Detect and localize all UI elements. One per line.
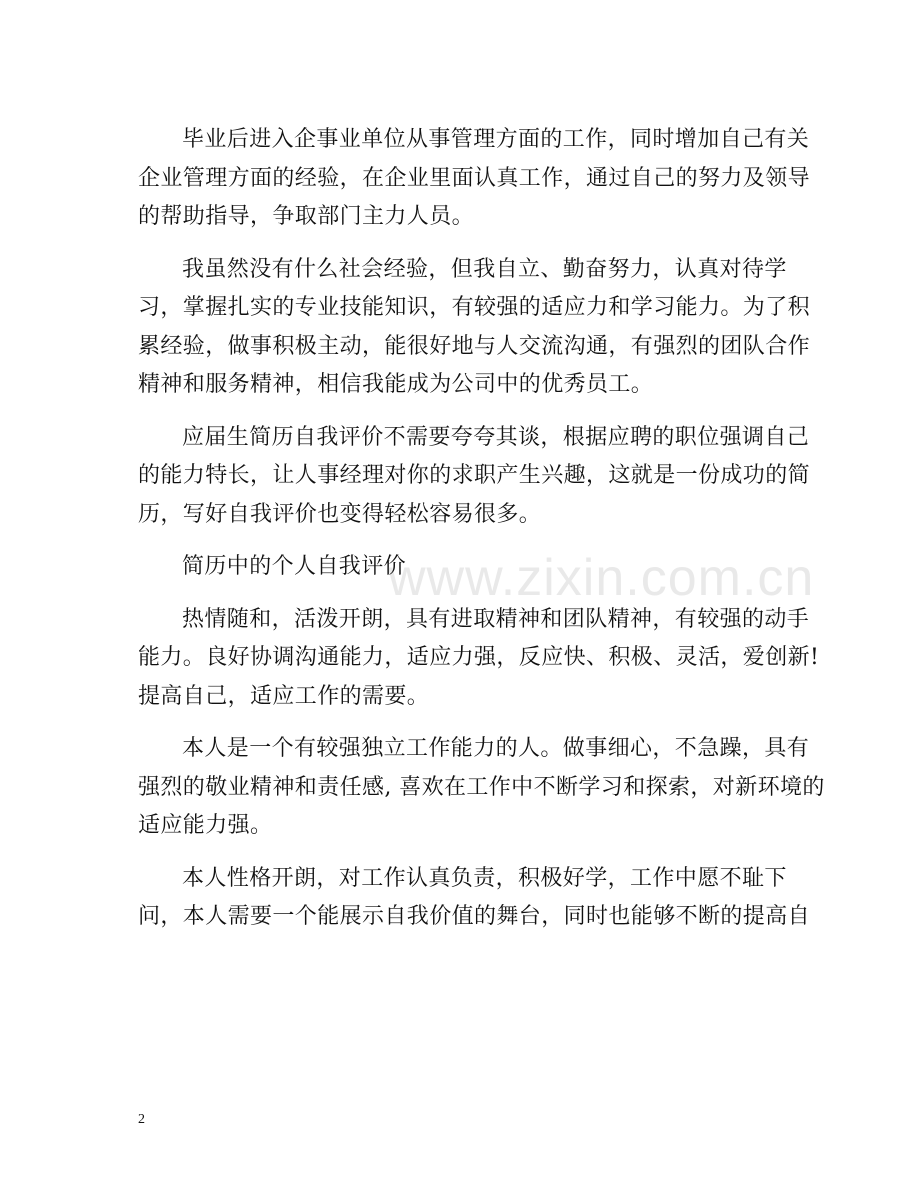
paragraph <box>138 860 811 937</box>
body-text <box>138 121 825 951</box>
text-line: 应届生简历自我评价不需要夸夸其谈，根据应聘的职位强调自己 <box>182 424 810 450</box>
text-line: 的能力特长，让人事经理对你的求职产生兴趣，这就是一份成功的简 <box>138 463 811 488</box>
text-line: 简历中的个人自我评价 <box>182 554 407 579</box>
paragraph <box>138 419 811 535</box>
text-line: 的帮助指导，争取部门主力人员。 <box>138 204 475 229</box>
paragraph <box>138 251 811 405</box>
text-line: 我虽然没有什么社会经验，但我自立、勤奋努力，认真对待学 <box>182 256 787 282</box>
text-line: 能力。良好协调沟通能力，适应力强，反应快、积极、灵活，爱创新! <box>138 645 820 670</box>
text-line: 本人是一个有较强独立工作能力的人。做事细心，不急躁，具有 <box>182 736 810 761</box>
paragraph <box>138 730 825 846</box>
page-number: 2 <box>138 1112 145 1127</box>
text-line: 精神和服务精神，相信我能成为公司中的优秀员工。 <box>138 372 654 397</box>
text-line: 毕业后进入企事业单位从事管理方面的工作，同时增加自己有关 <box>182 127 810 152</box>
text-line: 企业管理方面的经验，在企业里面认真工作，通过自己的努力及领导 <box>138 165 811 191</box>
text-line: 强烈的敬业精神和责任感, 喜欢在工作中不断学习和探索，对新环境的 <box>138 774 825 800</box>
paragraph <box>138 601 820 717</box>
text-line: 累经验，做事积极主动，能很好地与人交流沟通，有强烈的团队合作 <box>138 333 811 359</box>
text-line: 提高自己，适应工作的需要。 <box>138 683 430 709</box>
text-line: 历，写好自我评价也变得轻松容易很多。 <box>138 501 542 527</box>
paragraph <box>138 121 811 237</box>
text-line: 热情随和，活泼开朗，具有进取精神和团队精神，有较强的动手 <box>182 606 810 632</box>
section-heading <box>138 548 788 587</box>
watermark: www.zixin.com.cn <box>388 549 815 607</box>
text-line: 问，本人需要一个能展示自我价值的舞台，同时也能够不断的提高自 <box>138 904 811 929</box>
text-line: 本人性格开朗，对工作认真负责，积极好学，工作中愿不耻下 <box>182 865 787 891</box>
text-line: 适应能力强。 <box>138 813 273 838</box>
text-line: 习，掌握扎实的专业技能知识，有较强的适应力和学习能力。为了积 <box>138 295 811 320</box>
